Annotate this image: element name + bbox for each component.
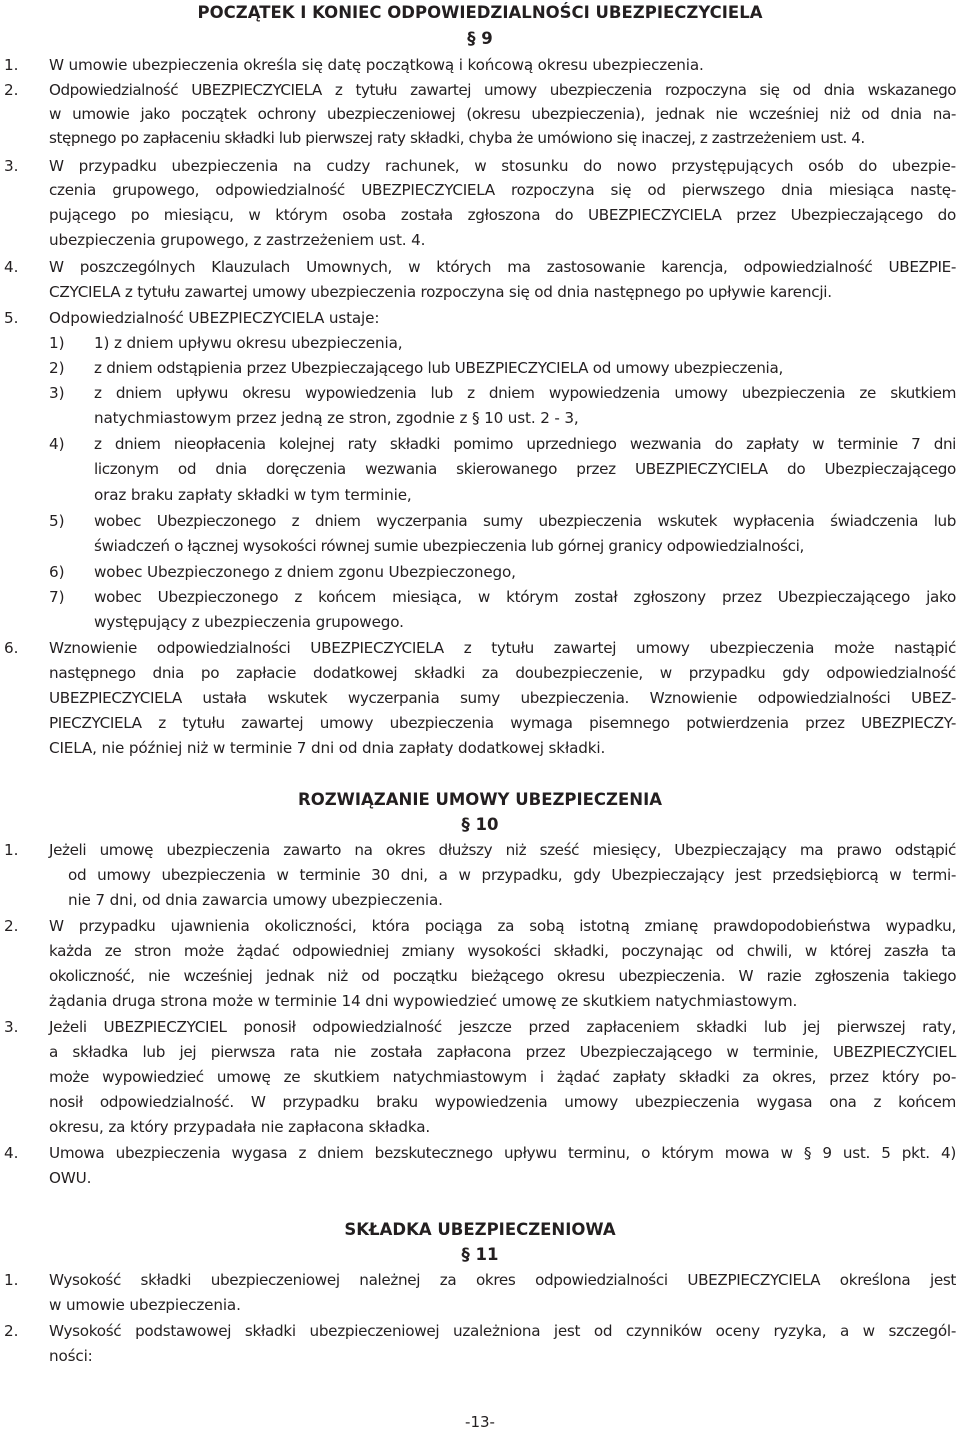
item-number: 5) [49,512,65,530]
paragraph-line: czenia grupowego, odpowiedzialność UBEZPIECZYCIELA rozpoczyna się od pierwszego dnia miesiąca nastę- [49,181,956,199]
paragraph-line: Wysokość podstawowej składki ubezpieczeniowej uzależniona jest od czynników oceny ryzyka, a w szczegól- [49,1322,956,1340]
paragraph-line: Odpowiedzialność UBEZPIECZYCIELA z tytułu zawartej umowy ubezpieczenia rozpoczyna się od dnia wskazanego [49,81,956,99]
paragraph-line: OWU. [49,1169,92,1187]
paragraph-number: 4. [4,1144,19,1162]
item-line: oraz braku zapłaty składki w tym terminie, [94,486,412,504]
item-line: z dniem nieopłacenia kolejnej raty składki pomimo uprzedniego wezwania do zapłaty w terminie 7 dni [94,435,956,453]
paragraph-number: 1. [4,841,19,859]
section-11-title: SKŁADKA UBEZPIECZENIOWA [344,1220,616,1239]
paragraph-number: 1. [4,56,19,74]
paragraph-line: od umowy ubezpieczenia w terminie 30 dni, a w przypadku, gdy Ubezpieczający jest przedsiębiorcą w termi- [68,866,956,884]
paragraph-number: 5. [4,309,19,327]
item-line: świadczeń o łącznej wysokości równej sumie ubezpieczenia lub górnej granicy odpowiedzialności, [94,537,804,555]
paragraph-line: PIECZYCIELA z tytułu zawartej umowy ubezpieczenia wymaga pisemnego potwierdzenia przez UBEZPIECZY- [49,714,956,732]
paragraph-line: a składka lub jej pierwsza rata nie została zapłacona przez Ubezpieczającego w terminie, UBEZPIECZYCIEL [49,1043,956,1061]
item-number: 7) [49,588,65,606]
item-number: 4) [49,435,65,453]
paragraph-line: okresu, za który przypadała nie zapłacona składka. [49,1118,431,1136]
item-line: wobec Ubezpieczonego z dniem zgonu Ubezpieczonego, [94,563,516,581]
paragraph-line: nie 7 dni, od dnia zawarcia umowy ubezpieczenia. [68,891,443,909]
paragraph-number: 6. [4,639,19,657]
section-11-sign: § 11 [461,1245,499,1264]
paragraph-line: W umowie ubezpieczenia określa się datę początkową i końcową okresu ubezpieczenia. [49,56,704,74]
paragraph-line: CIELA, nie później niż w terminie 7 dni od dnia zapłaty dodatkowej składki. [49,739,606,757]
item-line: wobec Ubezpieczonego z końcem miesiąca, w którym został zgłoszony przez Ubezpieczającego jako [94,588,956,606]
paragraph-line: ności: [49,1347,93,1365]
paragraph-line: nosił odpowiedzialność. W przypadku braku wypowiedzenia umowy ubezpieczenia wygasa ona z końcem [49,1093,956,1111]
item-number: 3) [49,384,65,402]
paragraph-line: następnego dnia po zapłacie dodatkowej składki za doubezpieczenie, w przypadku gdy odpowiedzialność [49,664,956,682]
paragraph-line: W przypadku ujawnienia okoliczności, która pociąga za sobą istotną zmianę prawdopodobieństwa wypadku, [49,917,956,935]
item-line: 1) z dniem upływu okresu ubezpieczenia, [94,334,403,352]
item-number: 1) [49,334,65,352]
item-line: występujący z ubezpieczenia grupowego. [94,613,404,631]
paragraph-line: CZYCIELA z tytułu zawartej umowy ubezpieczenia rozpoczyna się od dnia następnego po upływie karencji. [49,283,832,301]
section-9-sign: § 9 [467,29,493,48]
paragraph-number: 3. [4,1018,19,1036]
item-number: 6) [49,563,65,581]
paragraph-line: W poszczególnych Klauzulach Umownych, w których ma zastosowanie karencja, odpowiedzialność UBEZPIE- [49,258,956,276]
section-10-sign: § 10 [461,815,499,834]
paragraph-line: w umowie ubezpieczenia. [49,1296,241,1314]
paragraph-line: żądania druga strona może w terminie 14 dni wypowiedzieć umowę ze skutkiem natychmiastowym. [49,992,798,1010]
item-line: z dniem odstąpienia przez Ubezpieczającego lub UBEZPIECZYCIELA od umowy ubezpieczenia, [94,359,784,377]
paragraph-line: może wypowiedzieć umowę ze skutkiem natychmiastowym i żądać zapłaty składki za okres, przez który po- [49,1068,956,1086]
paragraph-line: każda ze stron może żądać odpowiedniej zmiany wysokości składki, poczynając od chwili, w której zaszła ta [49,942,956,960]
paragraph-line: ubezpieczenia grupowego, z zastrzeżeniem ust. 4. [49,231,426,249]
paragraph-line: W przypadku ubezpieczenia na cudzy rachunek, w stosunku do nowo przystępujących osób do ubezpie- [49,157,956,175]
paragraph-line: Umowa ubezpieczenia wygasa z dniem bezskutecznego upływu terminu, o którym mowa w § 9 ust. 5 pkt. 4) [49,1144,956,1162]
paragraph-number: 4. [4,258,19,276]
paragraph-line: Wysokość składki ubezpieczeniowej należnej za okres odpowiedzialności UBEZPIECZYCIELA określona jest [49,1271,956,1289]
paragraph-line: Jeżeli umowę ubezpieczenia zawarto na okres dłuższy niż sześć miesięcy, Ubezpieczający ma prawo odstąpić [49,841,956,859]
paragraph-number: 3. [4,157,19,175]
item-line: z dniem upływu okresu wypowiedzenia lub z dniem wypowiedzenia umowy ubezpieczenia ze skutkiem [94,384,956,402]
paragraph-line: okoliczność, nie wcześniej jednak niż od początku bieżącego okresu ubezpieczenia. W razie zgłoszenia takiego [49,967,956,985]
paragraph-number: 2. [4,1322,19,1340]
paragraph-number: 1. [4,1271,19,1289]
item-number: 2) [49,359,65,377]
paragraph-line: UBEZPIECZYCIELA ustała wskutek wyczerpania sumy ubezpieczenia. Wznowienie odpowiedzialności UBEZ- [49,689,956,707]
section-10-title: ROZWIĄZANIE UMOWY UBEZPIECZENIA [297,790,662,809]
paragraph-number: 2. [4,917,19,935]
paragraph-number: 2. [4,81,19,99]
paragraph-line: Jeżeli UBEZPIECZYCIEL ponosił odpowiedzialność jeszcze przed zapłaceniem składki lub jej pierwszej raty, [49,1018,956,1036]
item-line: liczonym od dnia doręczenia wezwania skierowanego przez UBEZPIECZYCIELA do Ubezpieczającego [94,460,956,478]
paragraph-line: Wznowienie odpowiedzialności UBEZPIECZYCIELA z tytułu zawartej umowy ubezpieczenia może nastąpić [49,639,956,657]
section-9-title: POCZĄTEK I KONIEC ODPOWIEDZIALNOŚCI UBEZPIECZYCIELA [197,3,763,22]
paragraph-line: stępnego po zapłaceniu składki lub pierwszej raty składki, chyba że umówiono się inaczej, z zastrzeżeniem ust. 4. [49,129,865,147]
paragraph-line: pującego po miesiącu, w którym osoba została zgłoszona do UBEZPIECZYCIELA przez Ubezpieczającego do [49,206,956,224]
item-line: natychmiastowym przez jedną ze stron, zgodnie z § 10 ust. 2 - 3, [94,409,579,427]
paragraph-line: Odpowiedzialność UBEZPIECZYCIELA ustaje: [49,309,380,327]
page-number: -13- [465,1413,495,1431]
paragraph-line: w umowie jako początek ochrony ubezpieczeniowej (okresu ubezpieczenia), jednak nie wcześniej niż od dnia na- [49,105,956,123]
item-line: wobec Ubezpieczonego z dniem wyczerpania sumy ubezpieczenia wskutek wypłacenia świadczenia lub [94,512,956,530]
